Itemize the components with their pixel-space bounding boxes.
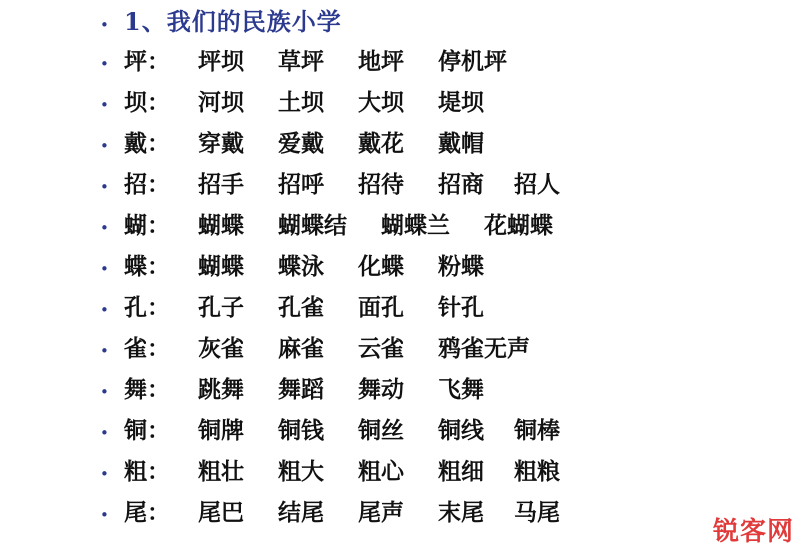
row-words [198,43,507,76]
word-item: 灰雀 [198,335,244,362]
word-item: 马尾 [514,499,560,526]
word-item: 坪坝 [198,48,244,75]
bullet-icon: • [100,301,109,319]
bullet-icon: • [100,178,109,196]
word-item: 麻雀 [278,335,324,362]
watermark: 锐客网 [712,517,794,547]
word-item: 化蝶 [358,253,404,280]
word-item: 铜牌 [198,417,244,444]
word-item: 招人 [514,171,560,198]
vocabulary-row [98,125,778,166]
word-item: 蝶泳 [278,253,324,280]
row-character: 坝： [124,89,170,116]
word-item: 草坪 [278,48,324,75]
word-item: 粗壮 [198,458,244,485]
word-item: 戴花 [358,130,404,157]
vocabulary-row [98,166,778,207]
row-words [198,330,530,363]
word-item: 末尾 [438,499,484,526]
word-item: 大坝 [358,89,404,116]
slide-title-row [98,2,778,43]
word-item: 舞蹈 [278,376,324,403]
word-item: 面孔 [358,294,404,321]
row-character: 戴： [124,130,170,157]
word-item: 粗细 [438,458,484,485]
word-item: 蝴蝶 [198,212,244,239]
vocabulary-row [98,289,778,330]
word-item: 土坝 [278,89,324,116]
word-item: 结尾 [278,499,324,526]
row-words [198,248,484,281]
word-item: 铜丝 [358,417,404,444]
word-item: 蝴蝶兰 [381,212,450,239]
word-item: 飞舞 [438,376,484,403]
word-item: 蝴蝶 [198,253,244,280]
row-words [198,494,560,527]
vocabulary-row [98,371,778,412]
word-item: 铜钱 [278,417,324,444]
row-words [198,289,484,322]
word-item: 粗粮 [514,458,560,485]
bullet-icon: • [100,383,109,401]
word-item: 铜棒 [514,417,560,444]
word-item: 花蝴蝶 [484,212,553,239]
bullet-icon: • [100,55,109,73]
row-character: 坪： [124,48,170,75]
row-words [198,453,560,486]
vocabulary-row [98,453,778,494]
word-item: 舞动 [358,376,404,403]
vocabulary-list [98,2,778,535]
word-item: 跳舞 [198,376,244,403]
row-character: 铜： [124,417,170,444]
row-character: 尾： [124,499,170,526]
bullet-icon: • [100,16,109,34]
page-title: 1、我们的民族小学 [124,7,342,36]
row-words [198,84,484,117]
word-item: 招呼 [278,171,324,198]
row-words [198,166,560,199]
row-words [198,371,484,404]
bullet-icon: • [100,137,109,155]
row-words [198,125,484,158]
bullet-icon: • [100,342,109,360]
word-item: 河坝 [198,89,244,116]
vocabulary-row [98,84,778,125]
word-item: 粗心 [358,458,404,485]
word-item: 粗大 [278,458,324,485]
vocabulary-row [98,248,778,289]
row-character: 蝶： [124,253,170,280]
row-character: 舞： [124,376,170,403]
vocabulary-row [98,494,778,535]
vocabulary-row [98,207,778,248]
vocabulary-row [98,412,778,453]
bullet-icon: • [100,465,109,483]
bullet-icon: • [100,260,109,278]
word-item: 鸦雀无声 [438,335,530,362]
bullet-icon: • [100,424,109,442]
word-item: 穿戴 [198,130,244,157]
bullet-icon: • [100,219,109,237]
word-item: 针孔 [438,294,484,321]
word-item: 尾巴 [198,499,244,526]
vocabulary-row [98,43,778,84]
word-item: 招手 [198,171,244,198]
row-character: 蝴： [124,212,170,239]
row-character: 粗： [124,458,170,485]
word-item: 堤坝 [438,89,484,116]
word-item: 爱戴 [278,130,324,157]
word-item: 孔雀 [278,294,324,321]
word-item: 戴帽 [438,130,484,157]
word-item: 招待 [358,171,404,198]
word-item: 云雀 [358,335,404,362]
word-item: 招商 [438,171,484,198]
word-item: 尾声 [358,499,404,526]
row-words [198,207,553,240]
bullet-icon: • [100,506,109,524]
vocabulary-row [98,330,778,371]
word-item: 停机坪 [438,48,507,75]
word-item: 地坪 [358,48,404,75]
word-item: 粉蝶 [438,253,484,280]
row-character: 雀： [124,335,170,362]
row-character: 招： [124,171,170,198]
row-character: 孔： [124,294,170,321]
word-item: 铜线 [438,417,484,444]
row-words [198,412,560,445]
word-item: 孔子 [198,294,244,321]
word-item: 蝴蝶结 [278,212,347,239]
bullet-icon: • [100,96,109,114]
